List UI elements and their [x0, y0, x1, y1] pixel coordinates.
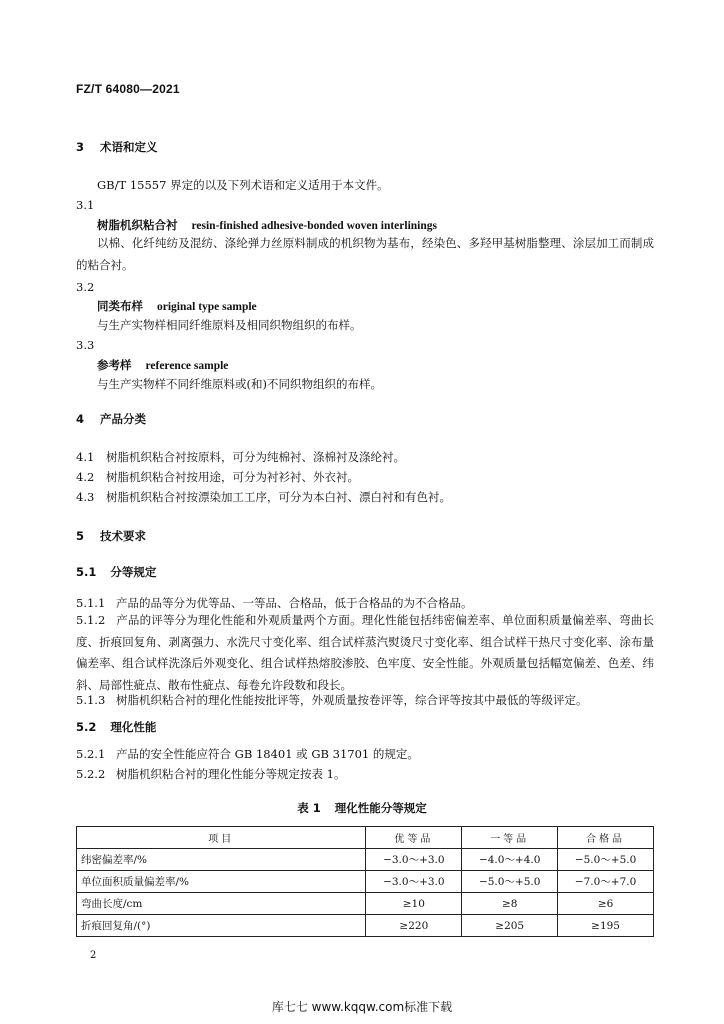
table-cell: ≥195 [558, 915, 654, 937]
term-definition: 与生产实物样相同纤维原料及相同织物组织的布样。 [97, 318, 362, 332]
clause-number: 5.1.2 [76, 613, 106, 627]
clause-number: 5.2.2 [76, 767, 106, 781]
clause-text: 树脂机织粘合衬的理化性能按批评等，外观质量按卷评等，综合评等按其中最低的等级评定。 [116, 693, 588, 707]
subsection-5-2-heading [76, 720, 156, 734]
clause-text: 树脂机织粘合衬按原料，可分为纯棉衬、涤棉衬及涤纶衬。 [106, 450, 405, 464]
table-row [77, 871, 654, 893]
term-number: 3.1 [76, 198, 95, 212]
table-header-row [77, 827, 654, 849]
column-header: 合格品 [558, 827, 654, 849]
clause-4-3 [76, 490, 451, 504]
table-cell: −5.0～+5.0 [462, 871, 558, 893]
column-header: 项目 [77, 827, 366, 849]
term-en: resin-finished adhesive-bonded woven interlinings [191, 220, 437, 232]
term-zh: 参考样 [97, 358, 132, 372]
footer-watermark: 库七七 www.kqqw.com标准下载 [271, 1000, 453, 1014]
section-number: 5.2 [76, 720, 97, 734]
term-heading [97, 218, 437, 233]
section-number: 4 [76, 412, 85, 426]
grading-table [76, 826, 654, 937]
section-3-heading [76, 140, 158, 154]
clause-number: 5.1.1 [76, 596, 106, 610]
document-code: FZ/T 64080—2021 [76, 82, 180, 96]
clause-number: 4.1 [76, 450, 95, 464]
clause-number: 5.2.1 [76, 747, 106, 761]
clause-number: 4.3 [76, 490, 95, 504]
clause-text: 树脂机织粘合衬按用途，可分为衬衫衬、外衣衬。 [106, 470, 359, 484]
section-title: 产品分类 [100, 412, 147, 426]
table-caption-number: 表 1 [297, 801, 321, 815]
table-caption-title: 理化性能分等规定 [334, 801, 427, 815]
row-label: 单位面积质量偏差率/% [77, 871, 366, 893]
subsection-5-1-heading [76, 565, 156, 579]
section-title: 术语和定义 [100, 140, 158, 154]
section-5-heading [76, 529, 146, 543]
term-number: 3.2 [76, 280, 95, 294]
term-heading [97, 299, 257, 314]
table-cell: −5.0～+5.0 [558, 849, 654, 871]
row-label: 弯曲长度/cm [77, 893, 366, 915]
section-number: 5 [76, 529, 85, 543]
table-cell: −3.0～+3.0 [366, 849, 462, 871]
column-header: 优等品 [366, 827, 462, 849]
clause-text: 产品的品等分为优等品、一等品、合格品，低于合格品的为不合格品。 [116, 596, 473, 610]
clause-5-2-2 [76, 767, 345, 781]
term-definition: 与生产实物样不同纤维原料或(和)不同织物组织的布样。 [97, 377, 382, 391]
table-caption [0, 800, 724, 816]
section-3-intro: GB/T 15557 界定的以及下列术语和定义适用于本文件。 [97, 178, 389, 192]
table-cell: −4.0～+4.0 [462, 849, 558, 871]
table-cell: −7.0～+7.0 [558, 871, 654, 893]
section-4-heading [76, 412, 146, 426]
term-definition: 以棉、化纤纯纺及混纺、涤纶弹力丝原料制成的机织物为基布，经染色、多羟甲基树脂整理、涂层加工而制成的粘合衬。 [76, 236, 654, 272]
term-number: 3.3 [76, 338, 95, 352]
clause-5-1-2 [76, 610, 654, 696]
clause-number: 4.2 [76, 470, 95, 484]
page-number: 2 [90, 950, 97, 961]
clause-text: 产品的评等分为理化性能和外观质量两个方面。理化性能包括纬密偏差率、单位面积质量偏差率、弯曲长度、折痕回复角、剥离强力、水洗尺寸变化率、组合试样蒸汽熨烫尺寸变化率、组合试样干热尺寸变化率、涂布量偏差率、组合试样洗涤后外观变化、组合试样热熔胶渗胶、色牢度、安全性能。外观质量包括幅宽偏差、色差、纬斜、局部性疵点、散布性疵点、每卷允许段数和段长。 [76, 613, 654, 692]
table-row [77, 915, 654, 937]
table-row [77, 849, 654, 871]
table-cell: ≥220 [366, 915, 462, 937]
table-cell: ≥8 [462, 893, 558, 915]
term-zh: 同类布样 [97, 299, 143, 313]
section-title: 技术要求 [100, 529, 147, 543]
row-label: 纬密偏差率/% [77, 849, 366, 871]
table-cell: ≥6 [558, 893, 654, 915]
table-cell: ≥205 [462, 915, 558, 937]
clause-4-2 [76, 470, 359, 484]
clause-5-1-1 [76, 596, 473, 610]
section-title: 分等规定 [110, 565, 157, 579]
clause-number: 5.1.3 [76, 693, 106, 707]
term-en: original type sample [157, 301, 257, 313]
section-title: 理化性能 [110, 720, 157, 734]
table-row [77, 893, 654, 915]
clause-text: 树脂机织粘合衬按漂染加工工序，可分为本白衬、漂白衬和有色衬。 [106, 490, 451, 504]
section-number: 5.1 [76, 565, 97, 579]
column-header: 一等品 [462, 827, 558, 849]
term-zh: 树脂机织粘合衬 [97, 218, 178, 232]
clause-4-1 [76, 450, 405, 464]
table-cell: ≥10 [366, 893, 462, 915]
table-cell: −3.0～+3.0 [366, 871, 462, 893]
clause-text: 树脂机织粘合衬的理化性能分等规定按表 1。 [116, 767, 346, 781]
section-number: 3 [76, 140, 85, 154]
clause-5-2-1 [76, 747, 419, 761]
row-label: 折痕回复角/(°) [77, 915, 366, 937]
term-en: reference sample [145, 360, 229, 372]
clause-5-1-3 [76, 693, 588, 707]
clause-text: 产品的安全性能应符合 GB 18401 或 GB 31701 的规定。 [116, 747, 419, 761]
term-heading [97, 358, 228, 373]
